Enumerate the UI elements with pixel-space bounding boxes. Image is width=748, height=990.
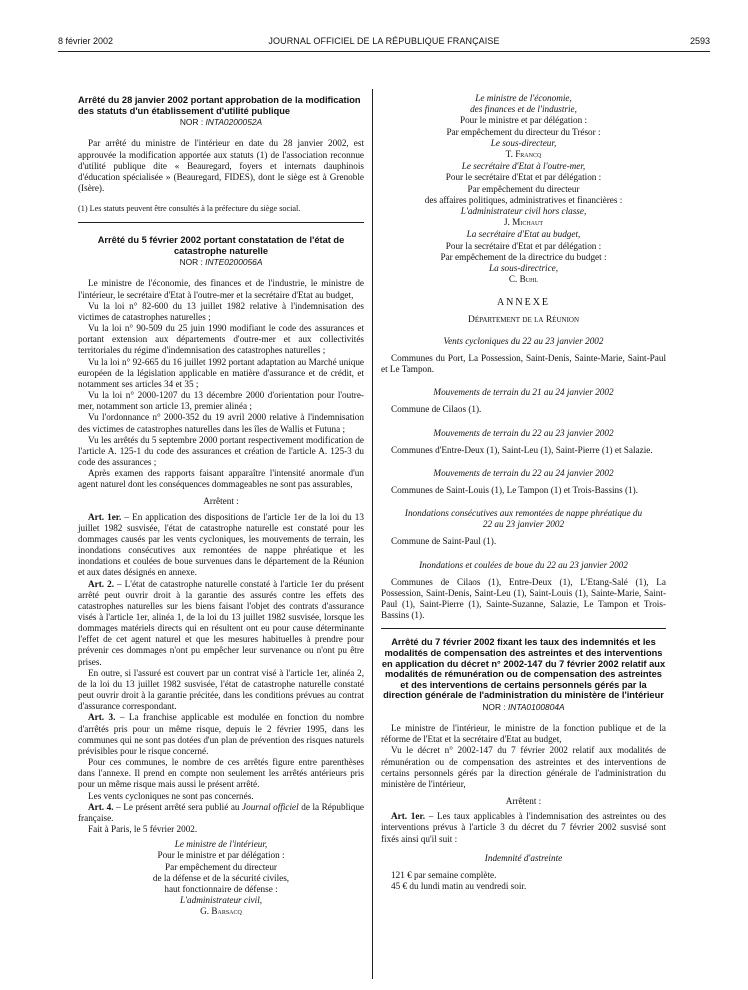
- article-2: Art. 2. – L'état de catastrophe naturelle constaté à l'article 1er du présent arrêté peut ouvrir droit à la garantie des assurés contre les effets des catastrophes naturelles sur les biens faisant l'objet des contrats d'assurance visés à l'article 1er, alinéa 1, de la loi du 13 juillet 1982 susvisée, lorsque les dommages matériels directs qui en résultent ont eu pour cause déterminante l'effet de cet agent naturel et que les mesures habituelles à prendre pour prévenir ces dommages n'ont pu empêcher leur survenance ou n'ont pu être prises.: [78, 578, 364, 667]
- annexe-section: [381, 468, 666, 496]
- arretent-label: Arrêtent :: [203, 496, 239, 507]
- article-4: Art. 4. – Le présent arrêté sera publié au Journal officiel de la République française.: [78, 801, 364, 823]
- visa-paragraph: Vu la loi n° 82-600 du 13 juillet 1982 relative à l'indemnisation des victimes de catastrophes naturelles ;: [78, 300, 364, 322]
- indemnite-heading: Indemnité d'astreinte: [484, 852, 563, 863]
- rate-line: 45 € du lundi matin au vendredi soir.: [391, 881, 527, 892]
- arrete-body: Par arrêté du ministre de l'intérieur en date du 28 janvier 2002, est approuvée la modification apportée aux statuts (1) de l'association reconnue d'utilité publique dite « Beauregard, foyers et internats dauphinois d'éducation spécialisée » (Beauregard, FIDES), dont le siège est à Grenoble (Isère).: [78, 138, 364, 193]
- signatory-name: G. Barsacq: [200, 906, 242, 917]
- visa-paragraph: Après examen des rapports faisant apparaître l'intensité anormale d'un agent naturel dont les conséquences dommageables ne sont pas assurables,: [78, 468, 364, 490]
- visa-paragraph: Vu la loi n° 90-509 du 25 juin 1990 modifiant le code des assurances et portant extension aux départements d'outre-mer et aux collectivités territoriales du régime d'indemnisation des catastrophes naturelles ;: [78, 323, 364, 356]
- arrete-title: Arrêté du 7 février 2002 fixant les taux des indemnités et les modalités de compensation des astreintes et des interventions en application du décret n° 2002-147 du 7 février 2002 relatif aux modalités de rémunération ou de compensation des astreintes et des interventions de certains personnels gérés par la direction générale de l'administration du ministère de l'intérieur: [381, 637, 666, 701]
- arrete-title: Arrêté du 5 février 2002 portant constatation de l'état de catastrophe naturelle: [97, 235, 345, 256]
- visa-paragraph: Vu la loi n° 92-665 du 16 juillet 1992 portant adaptation au Marché unique européen de la législation applicable en matière d'assurance et de crédit, et notamment ses articles 34 et 35 ;: [78, 356, 364, 389]
- article-1: Art. 1er. – En application des dispositions de l'article 1er de la loi du 13 juillet 1982 susvisée, l'état de catastrophe naturelle est constaté pour les dommages causés par les vents cycloniques, les mouvements de terrain, les inondations consécutives aux remontées de nappe phréatique et les inondations et coulées de boue survenues dans le département de la Réunion et aux dates désignés en annexe.: [78, 511, 364, 578]
- column-divider: [372, 89, 373, 979]
- article-3-cont: Pour ces communes, le nombre de ces arrêtés figure entre parenthèses dans l'annexe. Il prend en compte non seulement les arrêtés antérieurs pris pour un même risque mais aussi le présent arrêté.: [78, 757, 364, 790]
- annexe-section: [381, 560, 666, 622]
- department-heading: Département de la Réunion: [467, 314, 580, 325]
- signature-block: Le ministre de l'intérieur, Pour le ministre et par délégation : Par empêchement du directeur de la défense et de la sécurité civiles, haut fonctionnaire de défense : L'administrateur civil, G. Barsacq: [78, 839, 364, 917]
- annexe-section: [381, 508, 666, 547]
- signatory-name: C. Buhl: [508, 274, 539, 285]
- section-heading: Vents cycloniques du 22 au 23 janvier 2002: [443, 335, 604, 346]
- page-header: [58, 36, 710, 48]
- nor-reference: NOR : INTA0200052A: [179, 117, 263, 128]
- annexe-section: [381, 387, 666, 415]
- nor-reference: NOR : INTE0200056A: [179, 257, 263, 268]
- article-2-cont: En outre, si l'assuré est couvert par un contrat visé à l'article 1er, alinéa 2, de la loi du 13 juillet 1982 susvisée, l'état de catastrophe naturelle constaté peut ouvrir droit à la garantie précitée, dans les conditions prévues au contrat d'assurance correspondant.: [78, 667, 364, 712]
- header-journal-title: JOURNAL OFFICIEL DE LA RÉPUBLIQUE FRANÇAISE: [268, 36, 500, 46]
- footnote: (1) Les statuts peuvent être consultés à la préfecture du siège social.: [78, 204, 301, 214]
- visa-paragraph: Vu l'ordonnance n° 2000-352 du 19 avril 2000 relative à l'indemnisation des victimes de catastrophes naturelles dans les îles de Wallis et Futuna ;: [78, 412, 364, 434]
- arretent-label: Arrêtent :: [505, 796, 542, 807]
- signatory-name: J. Michaut: [503, 217, 543, 228]
- section-text: Commune de Cilaos (1).: [391, 404, 482, 415]
- rate-line: 121 € par semaine complète.: [391, 869, 497, 880]
- article-3: Art. 3. – La franchise applicable est modulée en fonction du nombre d'arrêtés pris pour un même risque, depuis le 2 février 1995, dans les communes qui ne sont pas dotées d'un plan de prévention des risques naturels prévisibles pour le risque concerné.: [78, 712, 364, 756]
- section-heading: Inondations consécutives aux remontées de nappe phréatique du 22 au 23 janvier 2002: [404, 508, 643, 530]
- visa-paragraph: Le ministre de l'intérieur, le ministre de la fonction publique et de la réforme de l'Etat et la secrétaire d'Etat au budget,: [381, 723, 666, 745]
- visa-paragraph: Le ministre de l'économie, des finances et de l'industrie, le ministre de l'intérieur, le secrétaire d'Etat à l'outre-mer et la secrétaire d'Etat au budget,: [78, 278, 364, 300]
- visa-paragraph: Vu les arrêtés du 5 septembre 2000 portant respectivement modification de l'article A. 125-1 du code des assurances et création de l'article A. 125-3 du code des assurances ;: [78, 434, 364, 467]
- fait-a-paris: Fait à Paris, le 5 février 2002.: [88, 823, 198, 834]
- left-column: [78, 95, 364, 918]
- arrete-5-fevrier: [78, 235, 364, 917]
- signatory-name: T. Francq: [505, 149, 542, 160]
- section-heading: Inondations et coulées de boue du 22 au 23 janvier 2002: [419, 559, 628, 570]
- arrete-28-janvier: [78, 95, 364, 214]
- right-column: [381, 95, 666, 892]
- section-text: Communes de Saint-Louis (1), Le Tampon (1) et Trois-Bassins (1).: [391, 485, 638, 496]
- signature-block: Le secrétaire d'Etat à l'outre-mer, Pour le secrétaire d'Etat et par délégation : Par empêchement du directeur des affaires politiques, administratives et financières : L'administrateur civil hors classe, J. Michaut: [381, 161, 666, 228]
- section-text: Commune de Saint-Paul (1).: [391, 536, 497, 547]
- separator: [78, 222, 364, 223]
- visa-paragraph: Vu le décret n° 2002-147 du 7 février 2002 relatif aux modalités de rémunération ou de compensation des astreintes et des interventions de certains personnels gérés par la direction générale de l'administration du ministère de l'intérieur,: [381, 745, 666, 789]
- header-rule: [58, 51, 710, 52]
- visa-paragraph: Vu la loi n° 2000-1207 du 13 décembre 2000 d'orientation pour l'outre-mer, notamment son article 13, premier alinéa ;: [78, 390, 364, 412]
- arrete-title: Arrêté du 28 janvier 2002 portant approbation de la modification des statuts d'un établissement d'utilité publique: [78, 95, 361, 116]
- header-page-number: 2593: [689, 36, 710, 46]
- section-text: Communes du Port, La Possession, Saint-Denis, Sainte-Marie, Saint-Paul et Le Tampon.: [381, 352, 666, 375]
- section-heading: Mouvements de terrain du 21 au 24 janvier 2002: [433, 387, 614, 398]
- signature-block: La secrétaire d'Etat au budget, Pour la secrétaire d'Etat et par délégation : Par empêchement de la directrice du budget : La sous-directrice, C. Buhl: [381, 229, 666, 285]
- annexe-section: [381, 428, 666, 456]
- annexe-section: [381, 336, 666, 375]
- section-text: Communes d'Entre-Deux (1), Saint-Leu (1), Saint-Pierre (1) et Salazie.: [391, 444, 653, 455]
- signature-block: Le ministre de l'économie, des finances et de l'industrie, Pour le ministre et par délégation : Par empêchement du directeur du Trésor : Le sous-directeur, T. Francq: [381, 93, 666, 160]
- annexe-heading: ANNEXE: [496, 297, 551, 309]
- nor-reference: NOR : INTA0100804A: [482, 701, 565, 712]
- section-heading: Mouvements de terrain du 22 au 24 janvier 2002: [433, 467, 614, 478]
- article-3-cont: Les vents cycloniques ne sont pas concernés.: [88, 790, 254, 801]
- arrete-7-fevrier: [381, 637, 666, 892]
- article-1: Art. 1er. – Les taux applicables à l'indemnisation des astreintes ou des interventions prévus à l'article 3 du décret du 7 février 2002 susvisé sont fixés ainsi qu'il suit :: [381, 811, 666, 844]
- header-date: 8 février 2002: [58, 36, 114, 46]
- separator: [381, 628, 666, 629]
- section-text: Communes de Cilaos (1), Entre-Deux (1), L'Etang-Salé (1), La Possession, Saint-Denis, Saint-Leu (1), Saint-Louis (1), Sainte-Marie, Saint-Paul (1), Saint-Pierre (1), Sainte-Suzanne, Salazie, Le Tampon et Trois-Bassins (1).: [381, 576, 666, 621]
- section-heading: Mouvements de terrain du 22 au 23 janvier 2002: [433, 427, 614, 438]
